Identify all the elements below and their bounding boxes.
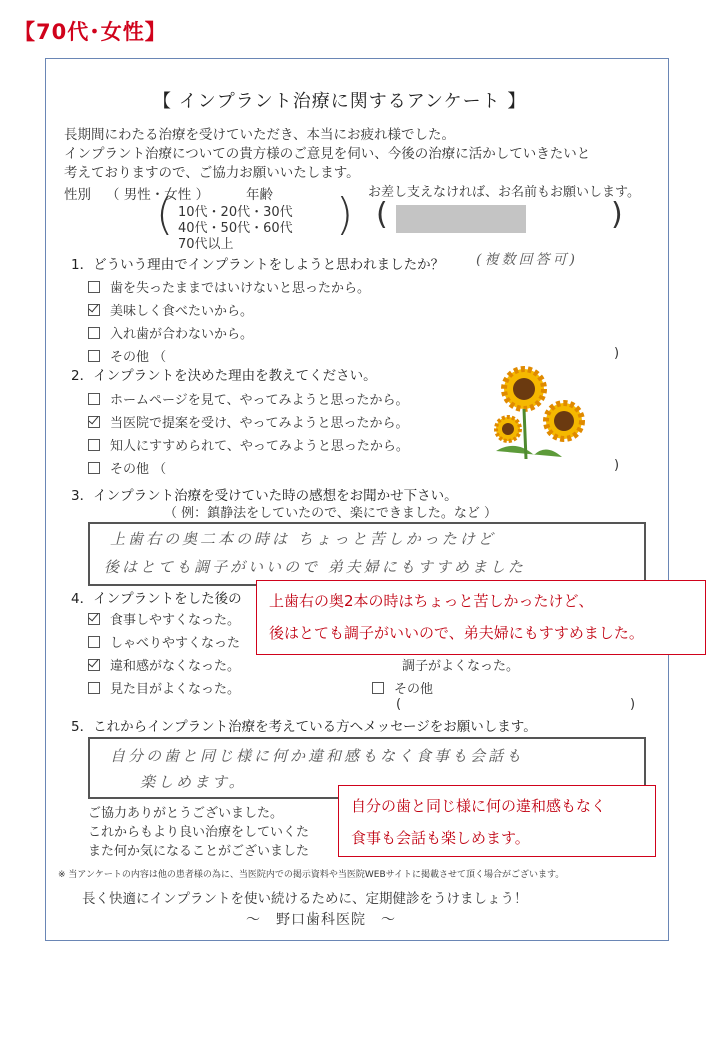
q2-option-1: ホームページを見て、やってみようと思ったから。 bbox=[88, 389, 408, 408]
checkbox[interactable] bbox=[88, 281, 100, 293]
clinic-name: ～ 野口歯科医院 ～ bbox=[246, 912, 396, 928]
q5-text: 5．これからインプラント治療を考えている方へメッセージをお願いします。 bbox=[71, 719, 537, 735]
sunflower-illustration bbox=[486, 359, 596, 464]
q4-option-3: 違和感がなくなった。 bbox=[88, 655, 240, 674]
disclaimer: ※ 当アンケートの内容は他の患者様の為に、当医院内での掲示資料や当医院WEBサイトに掲載させて頂く場合がございます。 bbox=[58, 870, 565, 880]
checkbox[interactable] bbox=[88, 462, 100, 474]
q5-handwritten-1: 自分の歯と同じ様に何か違和感もなく食事も会話も bbox=[110, 747, 525, 765]
callout-q5-line-2: 食事も会話も楽しめます。 bbox=[351, 829, 530, 847]
intro-line-3: 考えておりますので、ご協力お願いいたします。 bbox=[64, 165, 360, 181]
q3-handwritten-2: 後はとても調子がいいので 弟夫婦にもすすめました bbox=[104, 558, 526, 576]
q1-option-1: 歯を失ったままではいけないと思ったから。 bbox=[88, 277, 370, 296]
callout-q5-line-1: 自分の歯と同じ様に何の違和感もなく bbox=[351, 797, 607, 815]
q3-text: 3．インプラント治療を受けていた時の感想をお聞かせ下さい。 bbox=[71, 488, 458, 504]
q3-answer-box[interactable] bbox=[88, 522, 646, 586]
q2-close-paren: ) bbox=[614, 458, 620, 473]
callout-q5 bbox=[338, 785, 656, 857]
name-prompt: お差し支えなければ、お名前もお願いします。 bbox=[368, 185, 640, 200]
age-close-brace: ) bbox=[336, 189, 354, 240]
name-redacted bbox=[396, 205, 526, 233]
q1-text: 1．どういう理由でインプラントをしようと思われましたか？ bbox=[71, 257, 445, 273]
q1-option-2: 美味しく食べたいから。 bbox=[88, 300, 253, 319]
checkbox[interactable] bbox=[88, 682, 100, 694]
q2-option-3: 知人にすすめられて、やってみようと思ったから。 bbox=[88, 435, 409, 454]
checkbox-checked[interactable] bbox=[88, 613, 100, 625]
checkbox[interactable] bbox=[372, 682, 384, 694]
q4-right-text: 調子がよくなった。 bbox=[402, 659, 520, 674]
q4-close-paren: ) bbox=[630, 697, 636, 712]
checkbox[interactable] bbox=[88, 393, 100, 405]
name-open-paren: ( bbox=[376, 197, 388, 232]
gender-value: （ 男性・女性 ） bbox=[106, 187, 210, 203]
thanks-line-3: また何か気になることがございました bbox=[88, 844, 310, 859]
callout-q3-line-1: 上歯右の奥2本の時はちょっと苦しかったけど、 bbox=[269, 592, 594, 610]
thanks-line-2: これからもより良い治療をしていくた bbox=[88, 825, 310, 840]
header-tag: 【70代･女性】 bbox=[14, 20, 167, 44]
age-row-3: 70代以上 bbox=[178, 237, 234, 252]
q4-option-2: しゃべりやすくなった bbox=[88, 632, 240, 651]
age-row-2: 40代・50代・60代 bbox=[178, 221, 293, 236]
callout-q3 bbox=[256, 580, 706, 655]
checkbox-checked[interactable] bbox=[88, 304, 100, 316]
thanks-line-1: ご協力ありがとうございました。 bbox=[88, 806, 284, 821]
age-label: 年齢 bbox=[246, 187, 273, 203]
checkbox[interactable] bbox=[88, 439, 100, 451]
checkbox-checked[interactable] bbox=[88, 659, 100, 671]
checkbox[interactable] bbox=[88, 327, 100, 339]
checkbox-checked[interactable] bbox=[88, 416, 100, 428]
checkbox[interactable] bbox=[88, 350, 100, 362]
q4-open-paren: ( bbox=[396, 697, 402, 712]
q1-close-paren: ) bbox=[614, 346, 620, 361]
q4-text: 4．インプラントをした後の bbox=[71, 591, 242, 607]
q2-option-4: その他 （ bbox=[88, 458, 166, 477]
intro-line-2: インプラント治療についての貴方様のご意見を伺い、今後の治療に活かしていきたいと bbox=[64, 146, 591, 162]
checkbox[interactable] bbox=[88, 636, 100, 648]
age-row-1: 10代・20代・30代 bbox=[178, 205, 293, 220]
q5-handwritten-2: 楽しめます。 bbox=[140, 773, 247, 791]
intro-line-1: 長期間にわたる治療を受けていただき、本当にお疲れ様でした。 bbox=[64, 127, 455, 143]
age-open-brace: ( bbox=[156, 189, 174, 240]
name-close-paren: ) bbox=[611, 197, 623, 232]
gender-label: 性別 bbox=[64, 187, 91, 203]
closing-message: 長く快適にインプラントを使い続けるために、定期健診をうけましょう！ bbox=[82, 891, 528, 907]
q1-option-4: その他 （ bbox=[88, 346, 166, 365]
survey-title: 【 インプラント治療に関するアンケート 】 bbox=[153, 91, 527, 112]
q4-option-4: 見た目がよくなった。 bbox=[88, 678, 240, 697]
q1-option-3: 入れ歯が合わないから。 bbox=[88, 323, 253, 342]
q3-sub: （ 例：鎮静法をしていたので、楽にできました。など ） bbox=[164, 506, 498, 521]
q1-note: (複数回答可) bbox=[476, 252, 578, 268]
q4-option-other: その他 bbox=[372, 678, 433, 697]
q4-option-1: 食事しやすくなった。 bbox=[88, 609, 240, 628]
q3-handwritten-1: 上歯右の奥二本の時は ちょっと苦しかったけど bbox=[110, 530, 496, 548]
q2-text: 2．インプラントを決めた理由を教えてください。 bbox=[71, 368, 377, 384]
callout-q3-line-2: 後はとても調子がいいので、弟夫婦にもすすめました。 bbox=[269, 624, 644, 642]
q2-option-2: 当医院で提案を受け、やってみようと思ったから。 bbox=[88, 412, 408, 431]
